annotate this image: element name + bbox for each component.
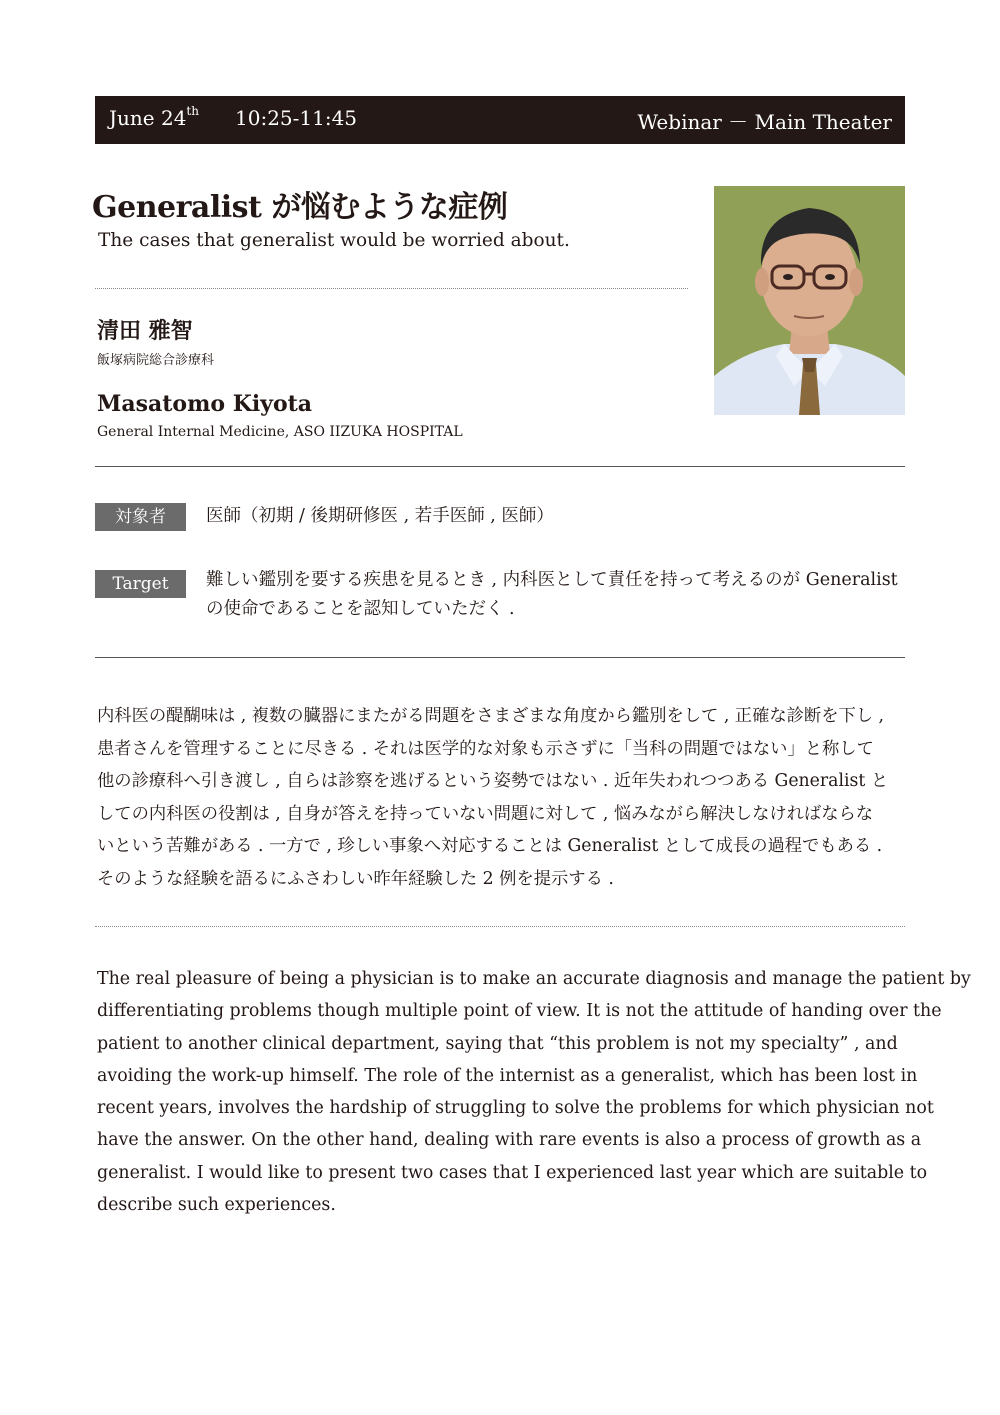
audience-label: 対象者 bbox=[95, 503, 186, 531]
session-title-en: The cases that generalist would be worried about. bbox=[98, 230, 570, 251]
abstract-ja-line: いという苦難がある . 一方で , 珍しい事象へ対応することは Generalist として成長の過程でもある . bbox=[97, 836, 883, 856]
speaker-portrait-image bbox=[714, 186, 905, 415]
date-suffix: th bbox=[186, 104, 199, 119]
target-line: の使命であることを認知していただく . bbox=[206, 599, 515, 619]
abstract-ja bbox=[97, 700, 912, 895]
abstract-en-line: avoiding the work-up himself. The role of the internist as a generalist, which has been lost in bbox=[97, 1065, 918, 1086]
abstract-ja-line: 内科医の醍醐味は , 複数の臓器にまたがる問題をさまざまな角度から鑑別をして , 正確な診断を下し , bbox=[97, 706, 885, 726]
speaker-name-en: Masatomo Kiyota bbox=[97, 391, 313, 417]
speaker-affiliation-en: General Internal Medicine, ASO IIZUKA HOSPITAL bbox=[97, 424, 463, 440]
abstract-en-line: have the answer. On the other hand, dealing with rare events is also a process of growth as a bbox=[97, 1130, 922, 1151]
abstract-en-line: differentiating problems though multiple point of view. It is not the attitude of handing over the bbox=[97, 1001, 942, 1022]
abstract-divider bbox=[95, 926, 905, 927]
abstract-en-line: The real pleasure of being a physician is to make an accurate diagnosis and manage the patient by bbox=[97, 969, 971, 989]
session-time: 10:25-11:45 bbox=[235, 106, 358, 130]
audience-text: 医師（初期 / 後期研修医 , 若手医師 , 医師） bbox=[206, 506, 554, 526]
abstract-ja-line: そのような経験を語るにふさわしい昨年経験した 2 例を提示する . bbox=[97, 868, 614, 889]
session-title-ja: Generalist が悩むような症例 bbox=[92, 190, 508, 225]
abstract-en-line: patient to another clinical department, saying that “this problem is not my specialty” , and bbox=[97, 1033, 898, 1054]
session-date: June 24th bbox=[109, 104, 199, 130]
abstract-ja-line: 患者さんを管理することに尽きる . それは医学的な対象も示さずに「当科の問題ではない」と称して bbox=[97, 738, 874, 759]
abstract-en-line: recent years, involves the hardship of struggling to solve the problems for which physician not bbox=[97, 1098, 934, 1119]
abstract-ja-line: 他の診療科へ引き渡し , 自らは診察を逃げるという姿勢ではない . 近年失われつつある Generalist と bbox=[97, 771, 889, 791]
target-divider bbox=[95, 657, 905, 658]
speaker-photo bbox=[714, 186, 905, 415]
abstract-en-line: generalist. I would like to present two cases that I experienced last year which are suitable to bbox=[97, 1162, 928, 1183]
target-text bbox=[206, 566, 898, 624]
target-label: Target bbox=[95, 570, 186, 598]
speaker-affiliation-ja: 飯塚病院総合診療科 bbox=[97, 353, 215, 368]
speaker-divider bbox=[95, 466, 905, 467]
session-header-bar bbox=[95, 96, 905, 144]
session-venue: Webinar － Main Theater bbox=[637, 110, 892, 134]
speaker-name-ja: 清田 雅智 bbox=[97, 318, 193, 344]
abstract-ja-line: しての内科医の役割は , 自身が答えを持っていない問題に対して , 悩みながら解決しなければならな bbox=[97, 803, 874, 824]
abstract-en bbox=[97, 963, 971, 1221]
target-line: 難しい鑑別を要する疾患を見るとき , 内科医として責任を持って考えるのが Generalist bbox=[206, 570, 898, 590]
title-divider bbox=[95, 288, 688, 289]
abstract-en-line: describe such experiences. bbox=[97, 1195, 336, 1216]
